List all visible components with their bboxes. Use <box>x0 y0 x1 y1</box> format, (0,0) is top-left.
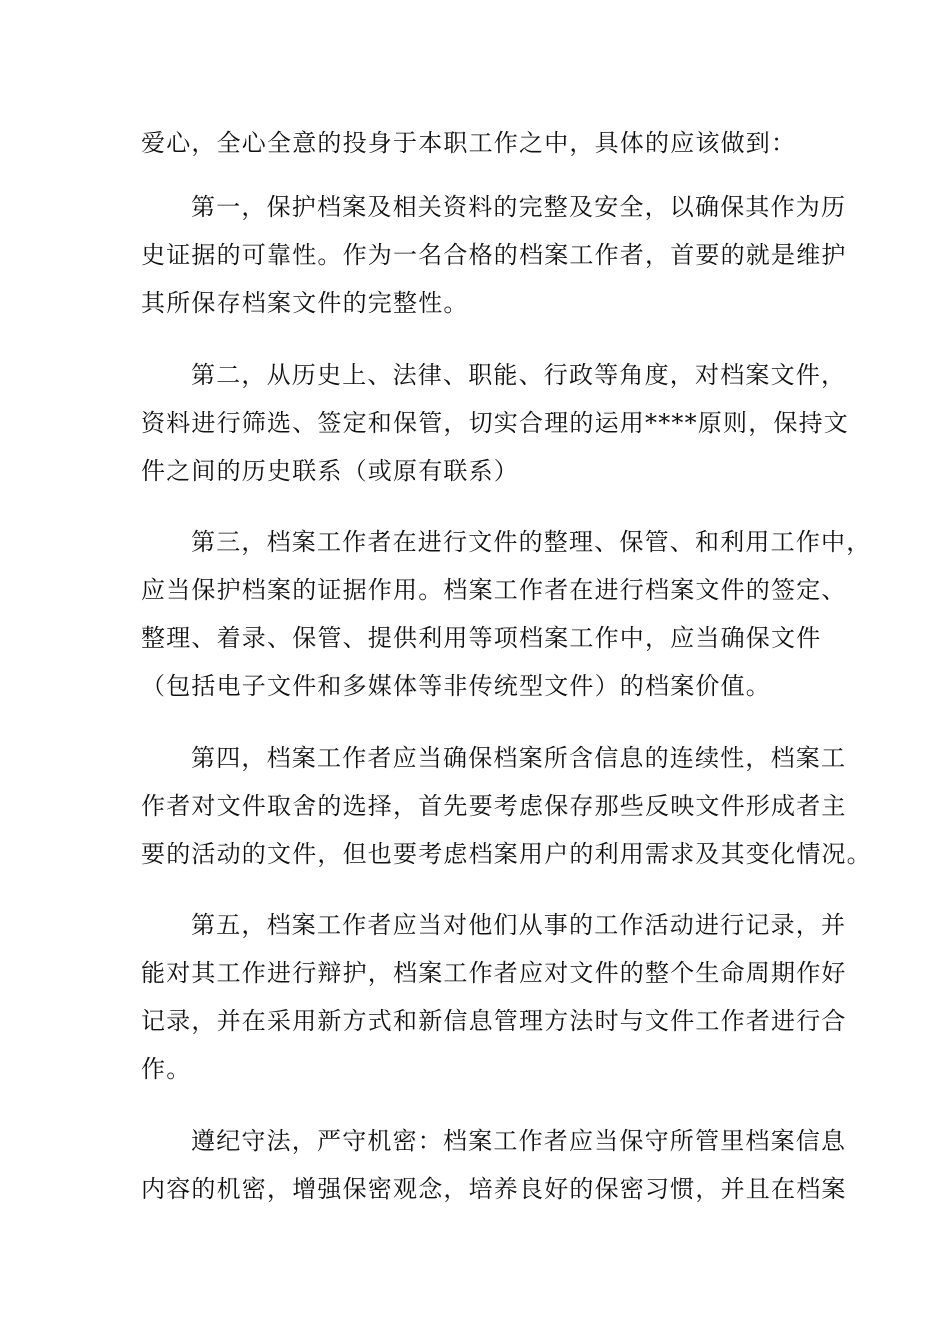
text-line: 记录，并在采用新方式和新信息管理方法时与文件工作者进行合 <box>141 1007 847 1035</box>
text-line: 要的活动的文件，但也要考虑档案用户的利用需求及其变化情况。 <box>141 840 872 868</box>
text-line: 第四，档案工作者应当确保档案所含信息的连续性，档案工 <box>191 744 847 772</box>
text-line: 第五，档案工作者应当对他们从事的工作活动进行记录，并 <box>191 911 847 939</box>
text-line: 第三，档案工作者在进行文件的整理、保管、和利用工作中， <box>191 528 872 556</box>
text-line: 爱心，全心全意的投身于本职工作之中，具体的应该做到： <box>141 129 797 157</box>
text-line: 内容的机密，增强保密观念，培养良好的保密习惯，并且在档案 <box>141 1175 847 1203</box>
text-line: 其所保存档案文件的完整性。 <box>141 289 469 317</box>
text-line: 作者对文件取舍的选择，首先要考虑保存那些反映文件形成者主 <box>141 792 847 820</box>
text-line: （包括电子文件和多媒体等非传统型文件）的档案价值。 <box>141 672 771 700</box>
text-line: 能对其工作进行辩护，档案工作者应对文件的整个生命周期作好 <box>141 959 847 987</box>
text-line: 史证据的可靠性。作为一名合格的档案工作者，首要的就是维护 <box>141 241 847 269</box>
text-line: 整理、着录、保管、提供利用等项档案工作中，应当确保文件 <box>141 624 822 652</box>
text-line: 件之间的历史联系（或原有联系） <box>141 457 519 485</box>
text-line: 第二，从历史上、法律、职能、行政等角度，对档案文件， <box>191 361 847 389</box>
text-line: 第一，保护档案及相关资料的完整及安全，以确保其作为历 <box>191 193 847 221</box>
text-line: 资料进行筛选、签定和保管，切实合理的运用****原则，保持文 <box>141 409 849 437</box>
text-line: 作。 <box>141 1055 192 1083</box>
text-line: 应当保护档案的证据作用。档案工作者在进行档案文件的签定、 <box>141 576 847 604</box>
text-line: 遵纪守法，严守机密：档案工作者应当保守所管里档案信息 <box>191 1127 847 1155</box>
